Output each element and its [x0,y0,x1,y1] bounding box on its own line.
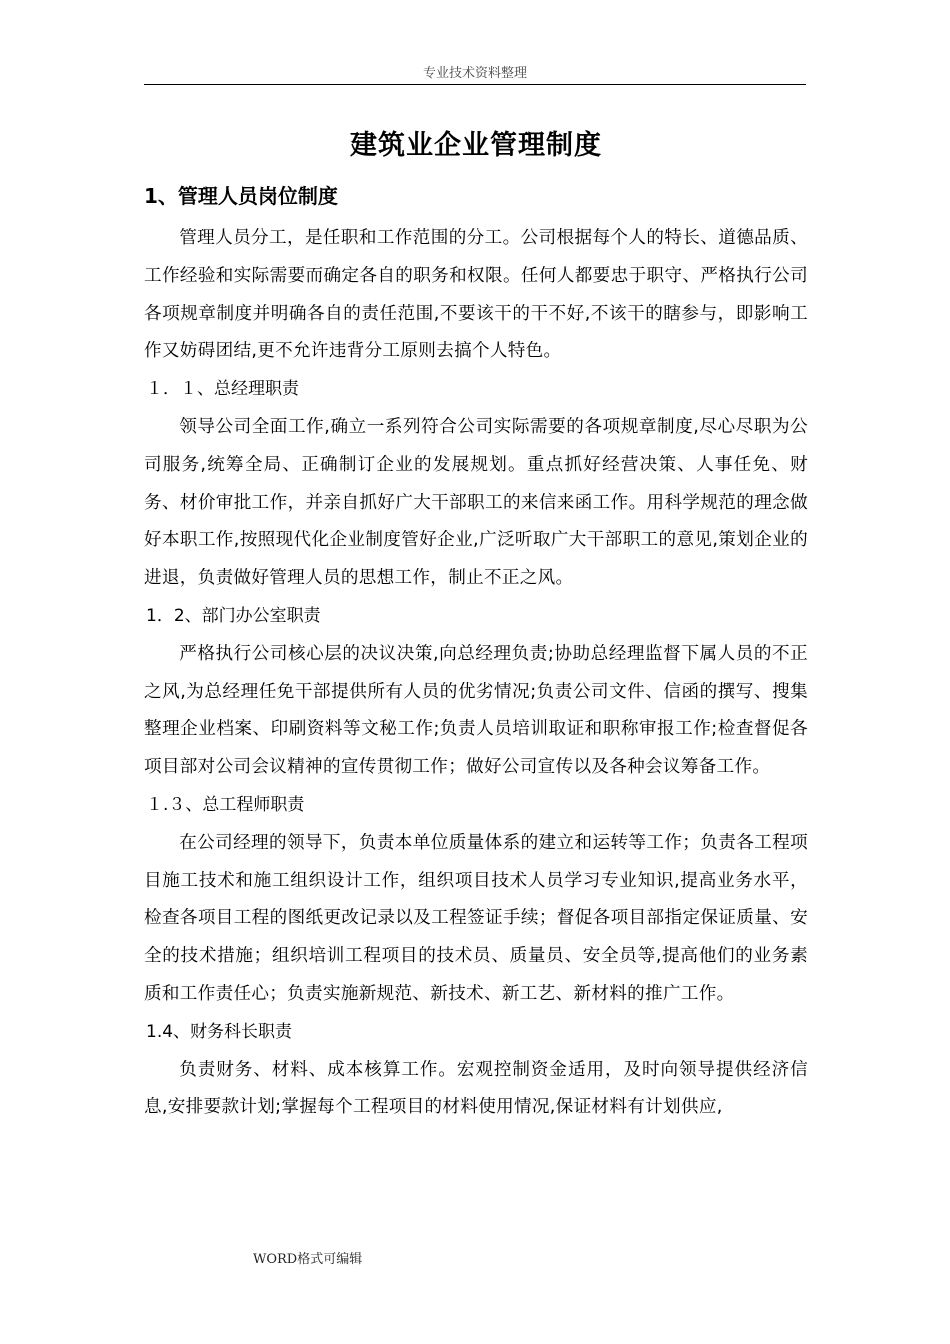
subsection-paragraph-finance: 负责财务、材料、成本核算工作。宏观控制资金适用，及时向领导提供经济信息,安排要款计划;掌握每个工程项目的材料使用情况,保证材料有计划供应, [144,1059,808,1118]
subsection-paragraph-office: 严格执行公司核心层的决议决策,向总经理负责;协助总经理监督下属人员的不正之风,为总经理任免干部提供所有人员的优劣情况;负责公司文件、信函的撰写、搜集整理企业档案、印刷资料等文秘工作;负责人员培训取证和职称审报工作;检查督促各项目部对公司会议精神的宣传贯彻工作；做好公司宣传以及各种会议筹备工作。 [144,643,808,778]
subsection-heading-finance: 1.4、财务科长职责 [146,1021,293,1042]
page-header: 专业技术资料整理 [144,62,806,85]
section-heading: 1、管理人员岗位制度 [144,184,338,208]
document-title: 建筑业企业管理制度 [350,130,602,161]
intro-paragraph: 管理人员分工，是任职和工作范围的分工。公司根据每个人的特长、道德品质、工作经验和实际需要而确定各自的职务和权限。任何人都要忠于职守、严格执行公司各项规章制度并明确各自的责任范围,不要该干的干不好,不该干的瞎参与，即影响工作又妨碍团结,更不允许违背分工原则去搞个人特色。 [144,228,808,362]
subsection-paragraph-general-manager: 领导公司全面工作,确立一系列符合公司实际需要的各项规章制度,尽心尽职为公司服务,统筹全局、正确制订企业的发展规划。重点抓好经营决策、人事任免、财务、材价审批工作，并亲自抓好广大干部职工的来信来函工作。用科学规范的理念做好本职工作,按照现代化企业制度管好企业,广泛听取广大干部职工的意见,策划企业的进退，负责做好管理人员的思想工作，制止不正之风。 [144,416,808,589]
subsection-heading-general-manager: １．１、总经理职责 [146,379,299,400]
document-body [144,122,808,1127]
subsection-heading-office: 1．2、部门办公室职责 [146,605,321,626]
subsection-paragraph-chief-engineer: 在公司经理的领导下，负责本单位质量体系的建立和运转等工作；负责各工程项目施工技术和施工组织设计工作，组织项目技术人员学习专业知识,提高业务水平，检查各项目工程的图纸更改记录以及工程签证手续；督促各项目部指定保证质量、安全的技术措施；组织培训工程项目的技术员、质量员、安全员等,提高他们的业务素质和工作责任心；负责实施新规范、新技术、新工艺、新材料的推广工作。 [144,832,808,1004]
subsection-heading-chief-engineer: １.３、总工程师职责 [146,794,305,815]
page-footer: WORD格式可编辑 [253,1252,363,1267]
